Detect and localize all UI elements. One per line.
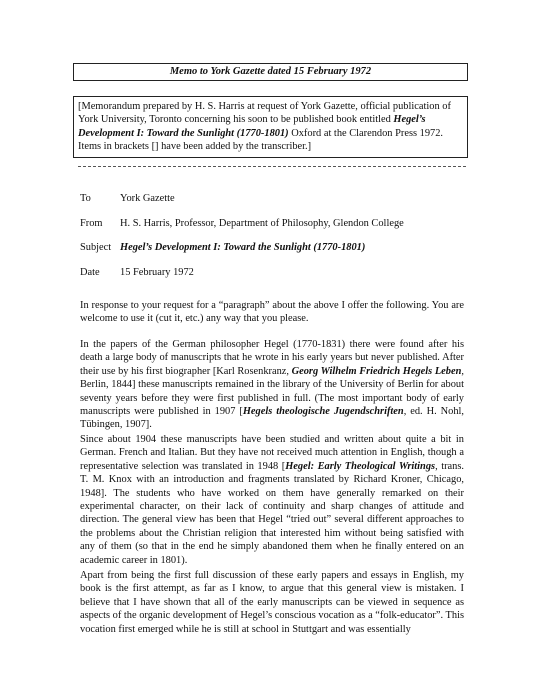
paragraph-2	[80, 338, 464, 432]
p2-text-a: In the papers of the German philosopher Hegel (1770-1831) there were found after his death a large body of manuscripts that he wrote in his early years but never published. After their use by his first biographer [Karl Rosenkranz,	[80, 339, 464, 377]
header-subject	[80, 241, 365, 254]
header-date	[80, 266, 194, 279]
paragraph-3	[80, 433, 464, 567]
dashed-divider	[78, 166, 466, 167]
intro-book-title: Hegel’s Development I: Toward the Sunlight (1770-1801)	[78, 114, 426, 139]
paragraph-1: In response to your request for a “paragraph” about the above I offer the following. You are welcome to use it (cut it, etc.) any way that you please.	[80, 300, 464, 325]
p3-text-c: , trans. T. M. Knox with an introduction and fragments translated by Richard Kroner, Chicago, 1948]. The students who have worked on them have generally remarked on their experimental character, on their lack of continuity and sharp changes of attitude and direction. The general view has been that Hegel “tried out” several different approaches to the problems about the Christian religion that interested him without being satisfied with any of them (so that in the end he simply abandoned them when he finally entered on an academic career in 1801).	[80, 460, 464, 566]
subject-label: Subject	[80, 242, 112, 253]
to-label: To	[80, 193, 91, 204]
from-value: H. S. Harris, Professor, Department of Philosophy, Glendon College	[120, 218, 404, 229]
header-to	[80, 192, 175, 205]
p2-book-rosenkranz: Georg Wilhelm Friedrich Hegels Leben	[291, 365, 462, 377]
p2-text-c: , Berlin, 1844] these manuscripts remained in the library of the University of Berlin for about seventy years before they were first published in full. (The most important body of early manuscripts were published in 1907 [	[80, 365, 464, 418]
p3-book-knox: Hegel: Early Theological Writings	[285, 460, 436, 472]
date-value: 15 February 1972	[120, 267, 194, 278]
p3-text-a: Since about 1904 these manuscripts have been studied and written about quite a bit in German. French and Italian. But they have not received much attention in English, though a representative selection was translated in 1948 [	[80, 434, 464, 472]
intro-text-2: Oxford at the Clarendon Press 1972. Items in brackets [] have been added by the transcriber.]	[78, 127, 444, 153]
paragraph-4: Apart from being the first full discussion of these early papers and essays in English, my book is the first attempt, as far as I know, to argue that this general view is mistaken. I believe that I have shown that all of the early manuscripts can be viewed in sequence as aspects of the organic development of Hegel’s conscious vocation as a “folk-educator”. This vocation first emerged while he is still at school in Stuttgart and was essentially	[80, 570, 464, 635]
subject-value: Hegel’s Development I: Toward the Sunlight (1770-1801)	[120, 242, 366, 253]
intro-note	[73, 96, 468, 158]
p2-text-e: , ed. H. Nohl, Tübingen, 1907].	[80, 406, 465, 431]
p2-book-nohl: Hegels theologische Jugendschriften	[242, 406, 404, 418]
header-from	[80, 217, 404, 230]
date-label: Date	[80, 267, 100, 278]
intro-text-1: [Memorandum prepared by H. S. Harris at request of York Gazette, official publication of York University, Toronto concerning his soon to be published book entitled	[78, 101, 451, 126]
from-label: From	[80, 218, 103, 229]
memo-title: Memo to York Gazette dated 15 February 1972	[73, 63, 468, 81]
to-value: York Gazette	[120, 193, 175, 204]
